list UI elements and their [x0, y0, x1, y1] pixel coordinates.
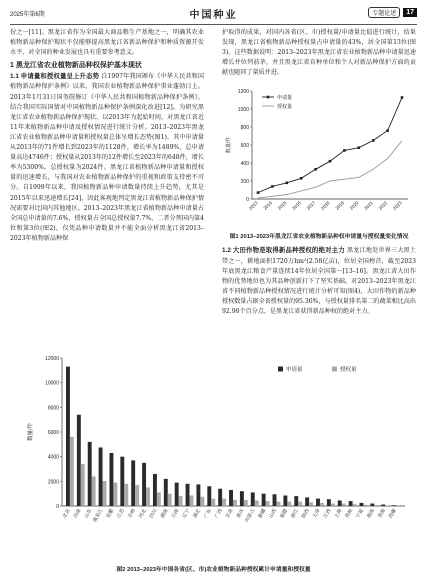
x-tick-label: 2014: [262, 200, 274, 212]
y-tick-label: 2000: [47, 479, 59, 486]
data-point: [271, 186, 274, 189]
bar: [66, 367, 70, 506]
x-tick-label: 江苏: [116, 508, 127, 520]
bar: [273, 494, 277, 506]
y-tick-label: 4000: [47, 454, 59, 461]
x-tick-label: 2021: [363, 200, 374, 212]
data-point: [257, 192, 260, 195]
bar: [305, 497, 309, 506]
x-tick-label: 宁夏: [356, 508, 366, 520]
x-tick-label: 广西: [214, 508, 224, 520]
bar: [276, 502, 280, 506]
data-point: [286, 182, 289, 185]
y-tick-label: 600: [240, 143, 249, 150]
x-tick-label: 上海: [334, 508, 344, 520]
x-tick-label: 海南: [366, 508, 377, 520]
bar: [331, 504, 335, 506]
x-tick-label: 2013: [247, 200, 259, 212]
y-tick-label: 6000: [47, 430, 59, 436]
page-number: 17: [403, 8, 417, 17]
x-tick-label: 西藏: [388, 508, 398, 520]
x-tick-label: 广东: [203, 508, 213, 520]
bar: [70, 437, 74, 506]
bar: [157, 492, 161, 506]
y-tick-label: 0: [246, 197, 249, 204]
issue-label: 2025年第6期: [10, 12, 45, 18]
x-tick-label: 2023: [391, 200, 403, 212]
bar: [81, 464, 85, 506]
section-heading: 1 黑龙江省农业植物新品种权保护基本现状: [10, 62, 142, 70]
y-axis-label: 数量/件: [28, 422, 34, 442]
page-header: [10, 6, 417, 22]
y-tick-label: 12000: [45, 356, 59, 362]
x-tick-label: 安徽: [105, 508, 116, 520]
y-axis-label: 数量/件: [226, 137, 232, 154]
x-tick-label: 云南: [171, 508, 181, 520]
y-tick-label: 8000: [47, 405, 59, 412]
y-tick-label: 200: [240, 179, 249, 186]
bar: [320, 503, 324, 506]
x-tick-label: 四川: [149, 508, 159, 520]
data-point: [386, 130, 389, 133]
left-column: [10, 28, 204, 244]
paragraph: 黑龙江地处世界三大黑土带之一，耕地面积1720万hm²(2.58亿亩)，位居全国榜首，截至2023年底黑龙江粮食产量连续14年位居全国第一[13–16]。黑龙江省大田作物的优势地位也为其品种创新打下了坚实基础。对2013–2023年黑龙江省不同植物新品种授权情况进行统计分析可知(图4)，大田作物的新品种授权数量占据全省授权量的95.36%，与授权量排名第二的蔬菜相比高出92.90个百分点，是黑龙江省获得新品种权的绝对主力。: [222, 247, 417, 316]
x-tick-label: 2016: [291, 200, 302, 212]
y-tick-label: 0: [56, 504, 59, 510]
bar: [164, 479, 168, 506]
paragraph: 自1997年我国颁布《中华人民共和国植物新品种保护条例》以来，我国农业植物新品种保护事业蓬勃日上。2013年1月31日国务院修订《中华人民共和国植物新品种保护条例》，结合我国实际国情对中国植物新品种保护条例深化改进[12]。为研究黑龙江省农业植物新品种保护现状，以2013年为起始时间，对黑龙江省近11年来植物新品种申请及授权情况进行统计分析。2013–2023年黑龙江省农业植物新品种申请量和授权量总体呈增长态势(图1)，其中申请量从2013年的71件增长到2023年的1128件，增长率为1489%，总申请量高达4746件；授权量从2013年的12件增长至2023年的648件，增长率为5300%，总授权量为2024件。黑龙江省植物新品种申请量和授权量的迅速增长，与我国对农业植物新品种保护的重视和政策支持密不可分。自1999年以来，我国植物新品种申请数量持续上升趋势，尤其是2015年以来迅速增长[24]，因此客观地判定黑龙江省植物新品种保护情况需要对比国内其他地区。2013–2023年黑龙江省植物新品种申请量占全国总申请量的7.6%，授权量占全国总授权量7.7%，二者分列国内第4位和第3位(图2)。仅凭品种申请数量并不能全面分析黑龙江省2013–2023年植物新品种保: [10, 73, 204, 242]
bar: [385, 505, 389, 506]
line-chart: [222, 81, 416, 231]
x-tick-label: 辽宁: [182, 508, 192, 520]
bar: [124, 484, 128, 506]
legend-marker: [267, 96, 270, 99]
bar: [92, 476, 96, 506]
x-tick-label: 2019: [334, 200, 346, 212]
x-tick-label: 贵州: [345, 508, 355, 520]
bar: [142, 463, 146, 506]
bar: [294, 496, 298, 506]
bar: [283, 496, 287, 506]
x-tick-label: 2020: [348, 200, 360, 212]
bar: [309, 502, 313, 506]
y-tick-label: 1000: [237, 107, 249, 114]
x-tick-label: 2022: [377, 200, 389, 212]
bar: [211, 499, 215, 506]
legend-label: 申请量: [277, 95, 293, 102]
x-tick-label: 黑龙江: [92, 508, 105, 524]
paragraph: 份之一[11]。黑龙江省作为全国最大商品粮生产基地之一，明确其农业植物新品种保护现状不仅能够提高黑龙江省新品种保护和种质资源开发水平，对全国的种业发展也具有重要参考意义。: [10, 29, 204, 57]
x-tick-label: 2018: [319, 200, 331, 212]
bar: [120, 457, 124, 506]
bar: [298, 502, 302, 506]
x-tick-label: 河北: [138, 508, 148, 520]
figure-1-caption: 图1 2013–2023年黑龙江省农业植物新品种权申请量与授权量变化情况: [229, 234, 409, 241]
bar: [255, 500, 259, 506]
x-tick-label: 2015: [276, 200, 288, 212]
data-point: [329, 160, 332, 163]
legend-label: 授权量: [277, 104, 293, 111]
x-tick-label: 重庆: [236, 508, 246, 520]
x-tick-label: 湖北: [192, 508, 203, 520]
bar: [353, 504, 357, 506]
bar: [175, 483, 179, 506]
x-tick-label: 新疆: [258, 508, 268, 520]
bar: [374, 505, 378, 506]
bar: [233, 500, 237, 506]
x-tick-label: 内蒙古: [244, 508, 257, 524]
subsection-heading: 1.2 大田作物是取得新品种授权的绝对主力: [222, 247, 345, 255]
subsection-heading: 1.1 申请量和授权量呈上升态势: [10, 73, 100, 81]
figure-2-caption: 图2 2013–2023年中国各省(区、市)农业植物新品种授权累计申请量和授权量: [116, 567, 311, 573]
bar: [186, 484, 190, 506]
bar: [222, 499, 226, 506]
bar: [99, 447, 103, 506]
bar: [153, 474, 157, 506]
x-tick-label: 山西: [269, 508, 279, 520]
bar: [200, 497, 204, 506]
bar: [381, 505, 385, 506]
data-point: [358, 147, 361, 150]
x-tick-label: 湖南: [160, 508, 170, 520]
bar: [113, 483, 117, 506]
x-tick-label: 2017: [305, 200, 317, 212]
x-tick-label: 江西: [323, 508, 333, 520]
series-line: [258, 141, 402, 198]
bar: [131, 460, 135, 506]
legend-label: 申请量: [286, 367, 303, 373]
bar: [179, 496, 183, 506]
x-tick-label: 北京: [62, 508, 72, 520]
data-point: [401, 97, 404, 100]
x-tick-label: 浙江: [290, 508, 300, 520]
x-tick-label: 陕西: [301, 508, 311, 520]
data-point: [300, 177, 303, 180]
bar: [103, 481, 107, 506]
data-point: [343, 150, 346, 153]
x-tick-label: 甘肃: [225, 508, 235, 520]
bar: [88, 442, 92, 506]
bar: [196, 484, 200, 506]
bar: [168, 494, 172, 506]
x-tick-label: 天津: [312, 508, 322, 520]
bar: [189, 496, 193, 506]
bar: [135, 485, 139, 506]
y-tick-label: 400: [240, 161, 249, 168]
legend-label: 授权量: [340, 367, 357, 373]
x-tick-label: 福建: [279, 508, 290, 520]
x-tick-label: 吉林: [127, 508, 137, 520]
bar: [251, 492, 255, 506]
bar: [77, 415, 81, 506]
data-point: [372, 140, 375, 143]
paragraph: 护取得的成果，对国内各省(区、市)授权量/申请量比值进行统计，结果发现，黑龙江省植物新品种授权量占申请量的43%，居全国第13位(图3)。这些数据说明：2013–2023年黑龙江省农业植物新品种申请量迅速增长并位列前茅，并且黑龙江省育种单位和个人对新品种保护方面的贡献也随同了量质并进。: [222, 29, 416, 77]
legend-swatch: [278, 367, 283, 372]
x-tick-label: 青海: [377, 508, 387, 520]
y-tick-label: 800: [240, 125, 249, 132]
bar: [360, 503, 364, 506]
bar: [392, 505, 396, 506]
bar: [316, 499, 320, 506]
bar: [363, 505, 367, 506]
legend-swatch: [332, 367, 337, 372]
bar: [240, 491, 244, 506]
y-tick-label: 10000: [45, 380, 59, 387]
bar: [207, 486, 211, 506]
data-point: [314, 168, 317, 171]
bar: [266, 501, 270, 506]
bar: [338, 500, 342, 506]
figure-1: [222, 81, 416, 231]
bar: [342, 504, 346, 506]
bar: [109, 453, 113, 506]
bar: [262, 494, 266, 506]
bar: [287, 502, 291, 506]
bar-chart: [10, 346, 417, 560]
x-tick-label: 山东: [84, 508, 94, 520]
bar: [146, 488, 150, 507]
series-line: [258, 98, 402, 193]
x-tick-label: 河南: [73, 508, 83, 520]
bar: [244, 500, 248, 506]
section-label: 专题论述: [368, 7, 400, 18]
header-rule: [10, 24, 417, 25]
bar: [327, 499, 331, 506]
header-right: [368, 7, 417, 18]
bar: [229, 490, 233, 506]
right-column: [222, 28, 416, 317]
bar: [349, 501, 353, 506]
bar: [218, 489, 222, 506]
journal-title: 中国种业: [189, 10, 238, 21]
figure-2: [10, 346, 417, 560]
bar: [370, 504, 374, 506]
y-tick-label: 1200: [237, 89, 249, 96]
